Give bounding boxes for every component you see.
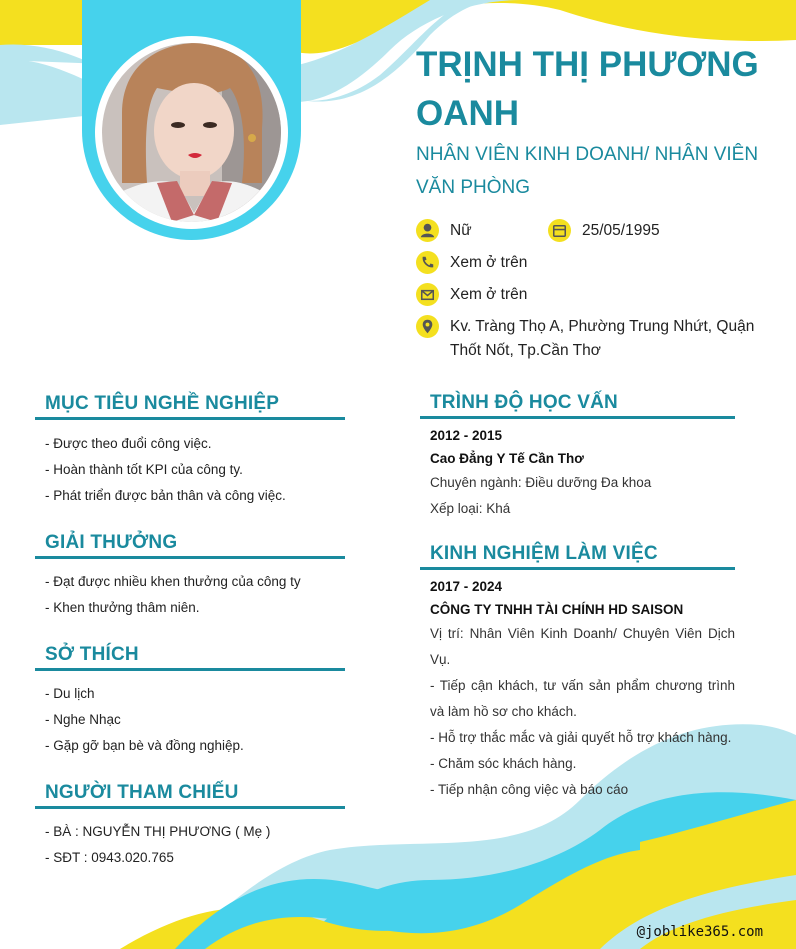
references-title: NGƯỜI THAM CHIẾU [35,782,345,809]
list-item: - Được theo đuổi công việc. [45,436,212,451]
list-item: - Hoàn thành tốt KPI của công ty. [45,462,243,477]
watermark: @joblike365.com [636,924,763,940]
photo-tab [82,0,301,240]
gender-row [416,219,472,243]
hobbies-title: SỞ THÍCH [35,644,345,671]
education-grade: Xếp loại: Khá [430,501,511,516]
education-block [430,424,735,522]
awards-title: GIẢI THƯỞNG [35,532,345,559]
email-row [416,283,527,307]
references-list [45,819,345,871]
user-icon [416,219,439,242]
mail-icon [416,283,439,306]
career-goal-list [45,431,345,509]
photo-ring [95,36,288,229]
company-name: CÔNG TY TNHH TÀI CHÍNH HD SAISON [430,602,684,617]
gender-value: Nữ [450,222,472,239]
hobbies-list [45,681,345,759]
experience-duty: - Chăm sóc khách hàng. [430,756,577,771]
avatar [102,43,281,222]
experience-duty: - Tiếp nhận công việc và báo cáo [430,782,629,797]
job-title: NHÂN VIÊN KINH DOANH/ NHÂN VIÊN VĂN PHÒNG [416,144,759,198]
phone-value: Xem ở trên [450,254,528,271]
list-item: - Gặp gỡ bạn bè và đồng nghiệp. [45,738,244,753]
list-item: - Khen thưởng thâm niên. [45,600,200,615]
school-name: Cao Đẳng Y Tế Cần Thơ [430,451,584,466]
experience-block [430,575,735,803]
address-value: Kv. Tràng Thọ A, Phường Trung Nhứt, Quận Thốt Nốt, Tp.Cần Thơ [450,318,755,359]
location-icon [416,315,439,338]
experience-position: Vị trí: Nhân Viên Kinh Doanh/ Chuyên Viên Dịch Vụ. [430,626,735,667]
awards-list [45,569,345,621]
calendar-icon [548,219,571,242]
birthday-row [548,219,660,243]
phone-row [416,251,527,275]
list-item: - BÀ : NGUYỄN THỊ PHƯƠNG ( Mẹ ) [45,824,271,839]
career-goal-title: MỤC TIÊU NGHỀ NGHIỆP [35,393,345,420]
education-major: Chuyên ngành: Điều dưỡng Đa khoa [430,475,652,490]
list-item: - Phát triển được bản thân và công việc. [45,488,286,503]
list-item: - Đạt được nhiều khen thưởng của công ty [45,574,301,589]
address-row [416,315,776,363]
phone-icon [416,251,439,274]
experience-years: 2017 - 2024 [430,579,503,594]
candidate-name: TRỊNH THỊ PHƯƠNG OANH [416,45,759,133]
list-item: - SĐT : 0943.020.765 [45,850,174,865]
experience-duty: - Hỗ trợ thắc mắc và giải quyết hỗ trợ khách hàng. [430,730,732,745]
education-title: TRÌNH ĐỘ HỌC VẤN [420,392,735,419]
list-item: - Nghe Nhạc [45,712,121,727]
birthday-value: 25/05/1995 [582,222,660,239]
experience-title: KINH NGHIỆM LÀM VIỆC [420,543,735,570]
list-item: - Du lịch [45,686,95,701]
email-value: Xem ở trên [450,286,528,303]
experience-duty: - Tiếp cận khách, tư vấn sản phẩm chương trình và làm hồ sơ cho khách. [430,678,735,719]
education-years: 2012 - 2015 [430,428,503,443]
